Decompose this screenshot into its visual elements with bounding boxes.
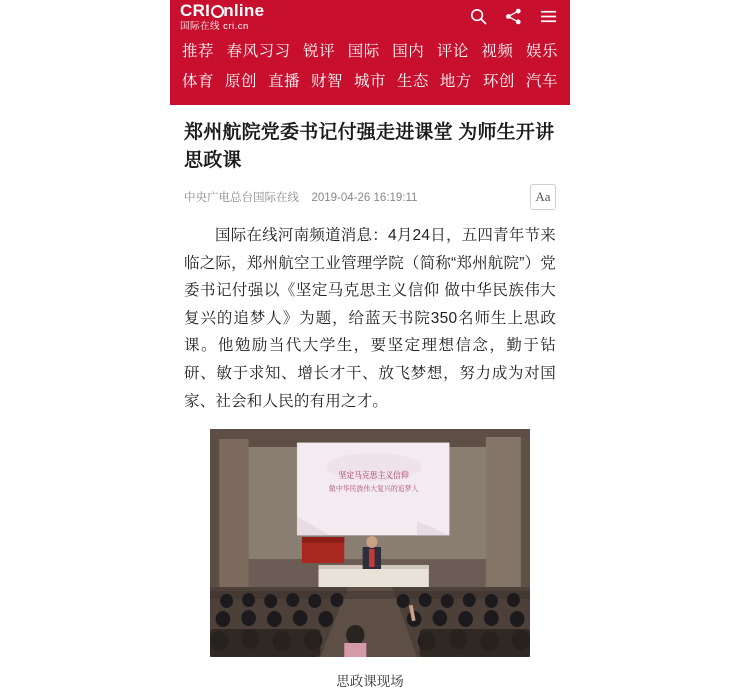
site-logo[interactable] [170,2,264,32]
page-title: 郑州航院党委书记付强走进课堂 为师生开讲思政课 [184,122,555,171]
nav-item-tuijian[interactable]: 推荐 [182,43,215,60]
nav-item-guoji[interactable]: 国际 [347,43,380,60]
nav-item-shipin[interactable]: 视频 [481,43,514,60]
article-timestamp: 2019-04-26 16:19:11 [311,192,418,205]
nav-item-zhibo[interactable]: 直播 [267,73,300,90]
nav-item-guonei[interactable]: 国内 [392,43,425,60]
font-size-button[interactable]: Aa [530,184,556,210]
nav-item-ruiping[interactable]: 锐评 [303,43,336,60]
article-meta [184,184,556,210]
logo-wordmark [180,2,264,19]
nav-item-chunfengxixi[interactable]: 春风习习 [226,43,291,60]
header-icon-group [469,7,558,26]
main-navigation [170,33,570,105]
nav-item-shengtai[interactable]: 生态 [396,73,429,90]
search-icon[interactable] [469,7,488,26]
article-paragraph: 国际在线河南频道消息：4月24日，五四青年节来临之际，郑州航空工业管理学院（简称“郑州航院”）党委书记付强以《坚定马克思主义信仰 做中华民族伟大复兴的追梦人》为题，给蓝天书院350名师生上思政课。他勉励当代大学生，要坚定理想信念，勤于钻研、敏于求知、增长才干、放飞梦想，努力成为对国家、社会和人民的有用之才。 [184,227,556,410]
figure-caption: 思政课现场 [336,674,404,690]
logo-cri-text: CRI [180,0,211,20]
nav-item-pinglun[interactable]: 评论 [436,43,469,60]
lecture-photo-graphic [210,429,530,657]
nav-row-2 [180,65,560,95]
nav-item-chengshi[interactable]: 城市 [353,73,386,90]
nav-row-1 [180,35,560,65]
nav-item-caizhi[interactable]: 财智 [310,73,343,90]
svg-text:坚定马克思主义信仰: 坚定马克思主义信仰 [338,470,409,481]
nav-item-qiche[interactable]: 汽车 [525,73,558,90]
logo-subtitle: 国际在线 cri.cn [180,20,249,32]
nav-item-difang[interactable]: 地方 [439,73,472,90]
nav-item-yuanchuang[interactable]: 原创 [224,73,257,90]
meta-text-group [184,188,417,206]
nav-item-yule[interactable]: 娱乐 [525,43,558,60]
svg-text:做中华民族伟大复兴的追梦人: 做中华民族伟大复兴的追梦人 [328,483,419,494]
site-header [170,0,570,33]
lecture-photo [210,429,530,657]
logo-circle-icon [211,5,224,18]
share-icon[interactable] [504,7,523,26]
article-figure [184,429,556,690]
nav-item-huanchuang[interactable]: 环创 [482,73,515,90]
content-column [170,0,570,690]
logo-nline-text: nline [223,0,265,20]
article-body [170,105,570,690]
menu-icon[interactable] [539,7,558,26]
article-source: 中央广电总台国际在线 [184,192,299,205]
nav-item-tiyu[interactable]: 体育 [182,73,215,90]
